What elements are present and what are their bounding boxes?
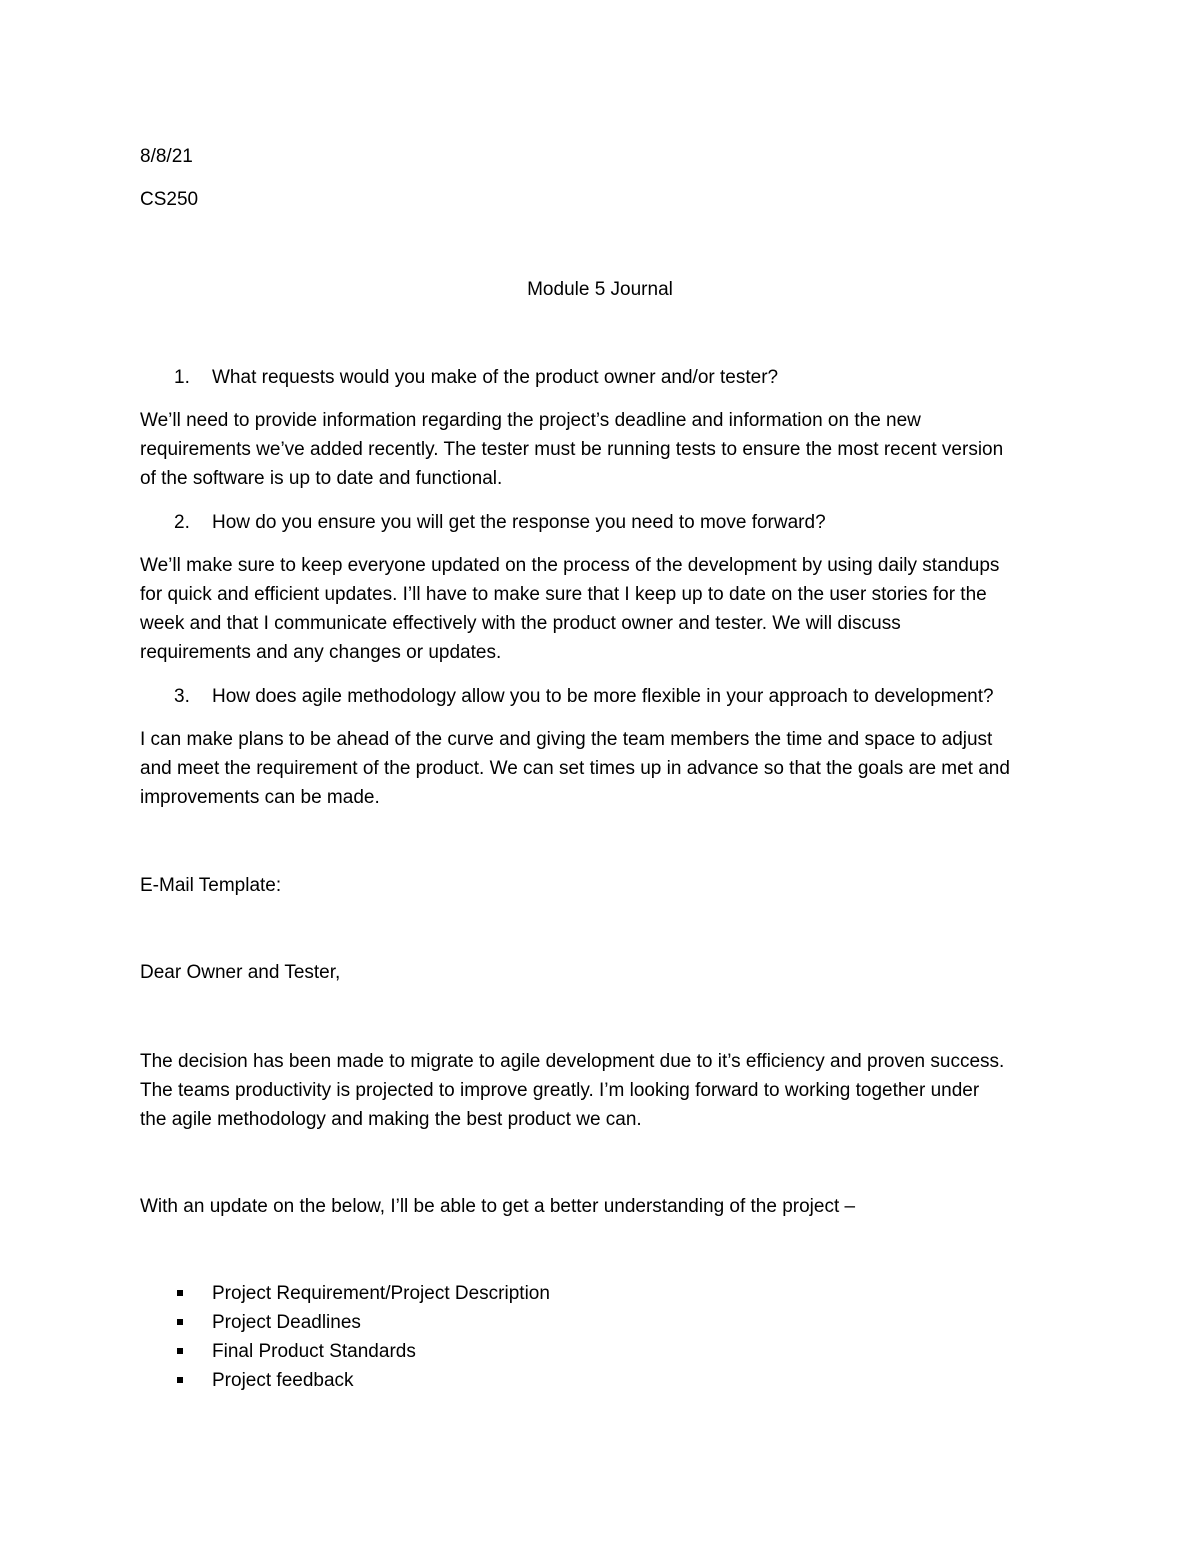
email-update-intro: With an update on the below, I’ll be able to get a better understanding of the project – <box>140 1196 856 1217</box>
question-number: 1. <box>174 367 190 388</box>
question-text: How do you ensure you will get the response you need to move forward? <box>212 512 826 533</box>
list-item: Project Deadlines <box>174 1308 550 1337</box>
course-code: CS250 <box>140 189 199 210</box>
answer-line: We’ll make sure to keep everyone updated on the process of the development by using daily standups <box>140 555 1000 576</box>
email-body-line: The decision has been made to migrate to agile development due to it’s efficiency and proven success. <box>140 1051 1005 1072</box>
email-body-line: the agile methodology and making the best product we can. <box>140 1109 642 1130</box>
square-bullet-icon <box>177 1348 183 1354</box>
email-greeting: Dear Owner and Tester, <box>140 962 341 983</box>
question-text: What requests would you make of the product owner and/or tester? <box>212 367 779 388</box>
answer-2 <box>140 551 1060 667</box>
answer-1 <box>140 406 1060 493</box>
answer-line: We’ll need to provide information regarding the project’s deadline and information on the new <box>140 410 921 431</box>
answer-line: requirements we’ve added recently. The tester must be running tests to ensure the most recent version <box>140 439 1004 460</box>
list-item: Final Product Standards <box>174 1337 550 1366</box>
list-item: Project Requirement/Project Description <box>174 1279 550 1308</box>
answer-line: and meet the requirement of the product. We can set times up in advance so that the goals are met and <box>140 758 1010 779</box>
question-number: 2. <box>174 512 190 533</box>
answer-line: requirements and any changes or updates. <box>140 642 502 663</box>
document-title: Module 5 Journal <box>527 279 673 300</box>
email-request-list <box>174 1279 550 1395</box>
square-bullet-icon <box>177 1319 183 1325</box>
question-number: 3. <box>174 686 190 707</box>
answer-line: for quick and efficient updates. I’ll have to make sure that I keep up to date on the user stories for the <box>140 584 987 605</box>
square-bullet-icon <box>177 1377 183 1383</box>
email-template-heading: E-Mail Template: <box>140 875 282 896</box>
answer-line: week and that I communicate effectively with the product owner and tester. We will discuss <box>140 613 901 634</box>
answer-line: improvements can be made. <box>140 787 380 808</box>
email-body <box>140 1047 1060 1134</box>
email-body-line: The teams productivity is projected to improve greatly. I’m looking forward to working together under <box>140 1080 980 1101</box>
answer-3 <box>140 725 1060 812</box>
answer-line: I can make plans to be ahead of the curve and giving the team members the time and space to adjust <box>140 729 993 750</box>
answer-line: of the software is up to date and functional. <box>140 468 503 489</box>
question-text: How does agile methodology allow you to be more flexible in your approach to development? <box>212 686 994 707</box>
document-date: 8/8/21 <box>140 146 193 167</box>
list-item: Project feedback <box>174 1366 550 1395</box>
square-bullet-icon <box>177 1290 183 1296</box>
